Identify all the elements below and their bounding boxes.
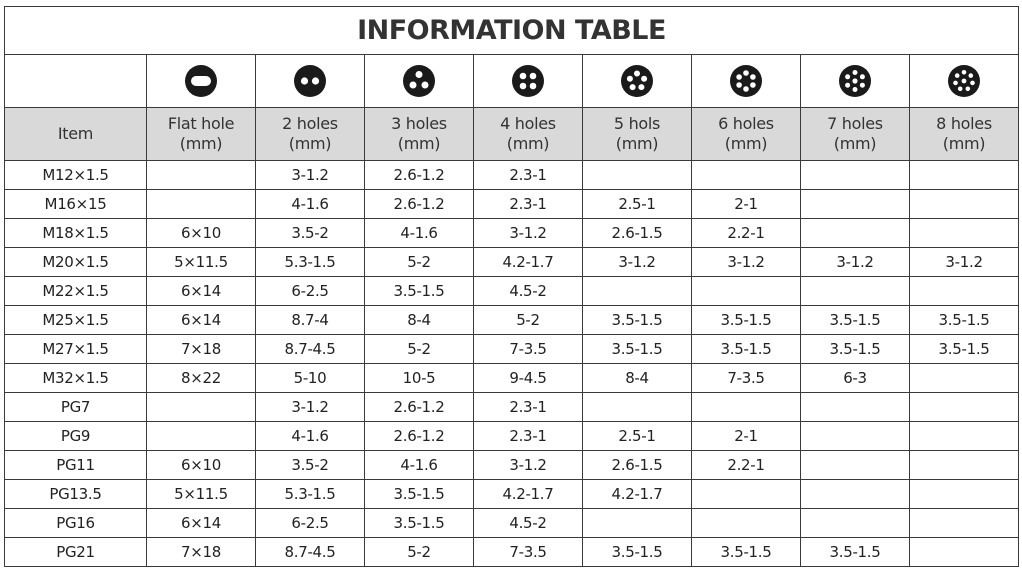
table-row [5, 480, 1019, 509]
table-cell: 2.6-1.5 [583, 219, 692, 248]
table-row [5, 190, 1019, 219]
table-cell: 8×22 [147, 364, 256, 393]
row-item-cell: M12×1.5 [5, 161, 147, 190]
table-row [5, 393, 1019, 422]
table-cell: 3.5-1.5 [583, 306, 692, 335]
table-cell: 5.3-1.5 [256, 248, 365, 277]
row-item-cell: PG16 [5, 509, 147, 538]
table-cell: 8-4 [365, 306, 474, 335]
table-title: INFORMATION TABLE [5, 7, 1019, 55]
row-item-cell: M22×1.5 [5, 277, 147, 306]
table-cell: 6-2.5 [256, 509, 365, 538]
table-cell: 7-3.5 [692, 364, 801, 393]
table-cell: 7×18 [147, 538, 256, 567]
table-row [5, 451, 1019, 480]
table-row [5, 248, 1019, 277]
table-cell: 2.5-1 [583, 422, 692, 451]
table-cell [910, 161, 1019, 190]
header-4-holes: 4 holes (mm) [474, 108, 583, 161]
table-cell [147, 393, 256, 422]
table-cell: 3.5-2 [256, 219, 365, 248]
icon-cell [365, 55, 474, 108]
table-cell: 4-1.6 [256, 422, 365, 451]
row-item-cell: PG13.5 [5, 480, 147, 509]
header-3-holes: 3 holes (mm) [365, 108, 474, 161]
table-cell: 4-1.6 [365, 451, 474, 480]
table-row [5, 538, 1019, 567]
table-cell [147, 190, 256, 219]
header-5-holes: 5 hols (mm) [583, 108, 692, 161]
table-cell [910, 538, 1019, 567]
row-item-cell: M18×1.5 [5, 219, 147, 248]
table-cell: 5-2 [365, 248, 474, 277]
table-cell: 7-3.5 [474, 538, 583, 567]
table-cell: 3-1.2 [583, 248, 692, 277]
row-item-cell: PG21 [5, 538, 147, 567]
row-item-cell: PG11 [5, 451, 147, 480]
table-cell: 3-1.2 [474, 219, 583, 248]
table-cell: 10-5 [365, 364, 474, 393]
flat-hole-icon [184, 64, 218, 98]
table-cell [801, 480, 910, 509]
table-cell [692, 509, 801, 538]
table-cell: 8.7-4.5 [256, 538, 365, 567]
table-cell: 4.5-2 [474, 277, 583, 306]
table-cell [910, 190, 1019, 219]
table-row [5, 335, 1019, 364]
header-flat-hole: Flat hole (mm) [147, 108, 256, 161]
table-cell: 3-1.2 [256, 161, 365, 190]
icon-cell [147, 55, 256, 108]
table-cell: 3-1.2 [801, 248, 910, 277]
table-cell [692, 161, 801, 190]
table-cell: 6×10 [147, 219, 256, 248]
table-cell: 3.5-1.5 [801, 335, 910, 364]
table-cell: 6-3 [801, 364, 910, 393]
table-cell [910, 277, 1019, 306]
table-cell: 3.5-1.5 [910, 306, 1019, 335]
table-cell: 2-1 [692, 422, 801, 451]
table-cell: 5×11.5 [147, 480, 256, 509]
table-cell: 5-2 [365, 538, 474, 567]
table-cell: 2.3-1 [474, 422, 583, 451]
two-holes-icon [293, 64, 327, 98]
table-cell: 2.6-1.5 [583, 451, 692, 480]
table-cell: 5-2 [365, 335, 474, 364]
table-cell [692, 277, 801, 306]
icon-cell [583, 55, 692, 108]
table-cell: 3.5-1.5 [583, 335, 692, 364]
header-8-holes: 8 holes (mm) [910, 108, 1019, 161]
five-holes-icon [620, 64, 654, 98]
table-cell [910, 509, 1019, 538]
table-body [5, 161, 1019, 567]
table-row [5, 277, 1019, 306]
table-cell: 3.5-1.5 [910, 335, 1019, 364]
table-row [5, 509, 1019, 538]
icon-cell [801, 55, 910, 108]
table-cell [801, 277, 910, 306]
table-cell: 8.7-4 [256, 306, 365, 335]
table-cell: 6×14 [147, 277, 256, 306]
header-2-holes: 2 holes (mm) [256, 108, 365, 161]
table-cell [910, 393, 1019, 422]
table-cell: 2-1 [692, 190, 801, 219]
table-cell: 3-1.2 [474, 451, 583, 480]
icon-cell [692, 55, 801, 108]
table-cell: 3.5-1.5 [692, 306, 801, 335]
table-cell: 4.2-1.7 [583, 480, 692, 509]
header-7-holes: 7 holes (mm) [801, 108, 910, 161]
table-cell: 6×10 [147, 451, 256, 480]
table-cell: 2.2-1 [692, 451, 801, 480]
table-cell: 6×14 [147, 509, 256, 538]
row-item-cell: M20×1.5 [5, 248, 147, 277]
table-row [5, 219, 1019, 248]
table-cell: 3.5-1.5 [692, 335, 801, 364]
seven-holes-icon [838, 64, 872, 98]
table-cell [583, 393, 692, 422]
information-table [4, 6, 1019, 567]
icon-cell [910, 55, 1019, 108]
table-cell [801, 451, 910, 480]
table-cell: 9-4.5 [474, 364, 583, 393]
table-cell [801, 190, 910, 219]
table-cell [583, 509, 692, 538]
table-cell [583, 277, 692, 306]
table-cell: 4.5-2 [474, 509, 583, 538]
table-cell: 3-1.2 [256, 393, 365, 422]
table-cell: 3-1.2 [910, 248, 1019, 277]
row-item-cell: PG9 [5, 422, 147, 451]
eight-holes-icon [947, 64, 981, 98]
table-cell: 2.3-1 [474, 190, 583, 219]
table-cell: 6×14 [147, 306, 256, 335]
table-cell: 3.5-1.5 [365, 509, 474, 538]
table-cell: 3.5-1.5 [801, 306, 910, 335]
table-cell [801, 422, 910, 451]
icon-cell [474, 55, 583, 108]
table-cell: 7-3.5 [474, 335, 583, 364]
table-cell: 5.3-1.5 [256, 480, 365, 509]
table-cell: 3.5-1.5 [801, 538, 910, 567]
table-cell: 2.3-1 [474, 161, 583, 190]
information-table-container [4, 6, 1018, 567]
six-holes-icon [729, 64, 763, 98]
table-cell: 3.5-1.5 [365, 480, 474, 509]
icon-row-empty-cell [5, 55, 147, 108]
table-cell [801, 219, 910, 248]
table-cell: 4-1.6 [365, 219, 474, 248]
table-row [5, 306, 1019, 335]
table-cell [910, 364, 1019, 393]
table-cell [147, 422, 256, 451]
table-cell: 5-2 [474, 306, 583, 335]
table-row [5, 422, 1019, 451]
table-cell: 4-1.6 [256, 190, 365, 219]
table-cell: 4.2-1.7 [474, 480, 583, 509]
table-cell: 6-2.5 [256, 277, 365, 306]
row-item-cell: M16×15 [5, 190, 147, 219]
table-cell: 2.6-1.2 [365, 190, 474, 219]
table-cell [910, 480, 1019, 509]
header-6-holes: 6 holes (mm) [692, 108, 801, 161]
table-cell: 5-10 [256, 364, 365, 393]
table-cell: 7×18 [147, 335, 256, 364]
table-cell [801, 161, 910, 190]
table-cell [583, 161, 692, 190]
four-holes-icon [511, 64, 545, 98]
table-cell [692, 393, 801, 422]
table-cell: 3.5-1.5 [365, 277, 474, 306]
table-cell: 2.6-1.2 [365, 422, 474, 451]
table-cell [910, 451, 1019, 480]
header-item: Item [5, 108, 147, 161]
table-cell [801, 393, 910, 422]
table-cell: 4.2-1.7 [474, 248, 583, 277]
icon-cell [256, 55, 365, 108]
table-cell: 3.5-1.5 [692, 538, 801, 567]
table-cell: 8-4 [583, 364, 692, 393]
table-cell: 3.5-2 [256, 451, 365, 480]
row-item-cell: PG7 [5, 393, 147, 422]
table-row [5, 161, 1019, 190]
table-cell [692, 480, 801, 509]
table-cell [910, 219, 1019, 248]
table-cell [910, 422, 1019, 451]
table-cell: 2.2-1 [692, 219, 801, 248]
table-cell [147, 161, 256, 190]
table-cell: 2.3-1 [474, 393, 583, 422]
table-cell: 3.5-1.5 [583, 538, 692, 567]
table-cell: 8.7-4.5 [256, 335, 365, 364]
row-item-cell: M25×1.5 [5, 306, 147, 335]
row-item-cell: M32×1.5 [5, 364, 147, 393]
table-cell: 5×11.5 [147, 248, 256, 277]
table-cell: 3-1.2 [692, 248, 801, 277]
table-cell: 2.5-1 [583, 190, 692, 219]
table-cell: 2.6-1.2 [365, 393, 474, 422]
row-item-cell: M27×1.5 [5, 335, 147, 364]
table-cell [801, 509, 910, 538]
table-row [5, 364, 1019, 393]
three-holes-icon [402, 64, 436, 98]
table-cell: 2.6-1.2 [365, 161, 474, 190]
